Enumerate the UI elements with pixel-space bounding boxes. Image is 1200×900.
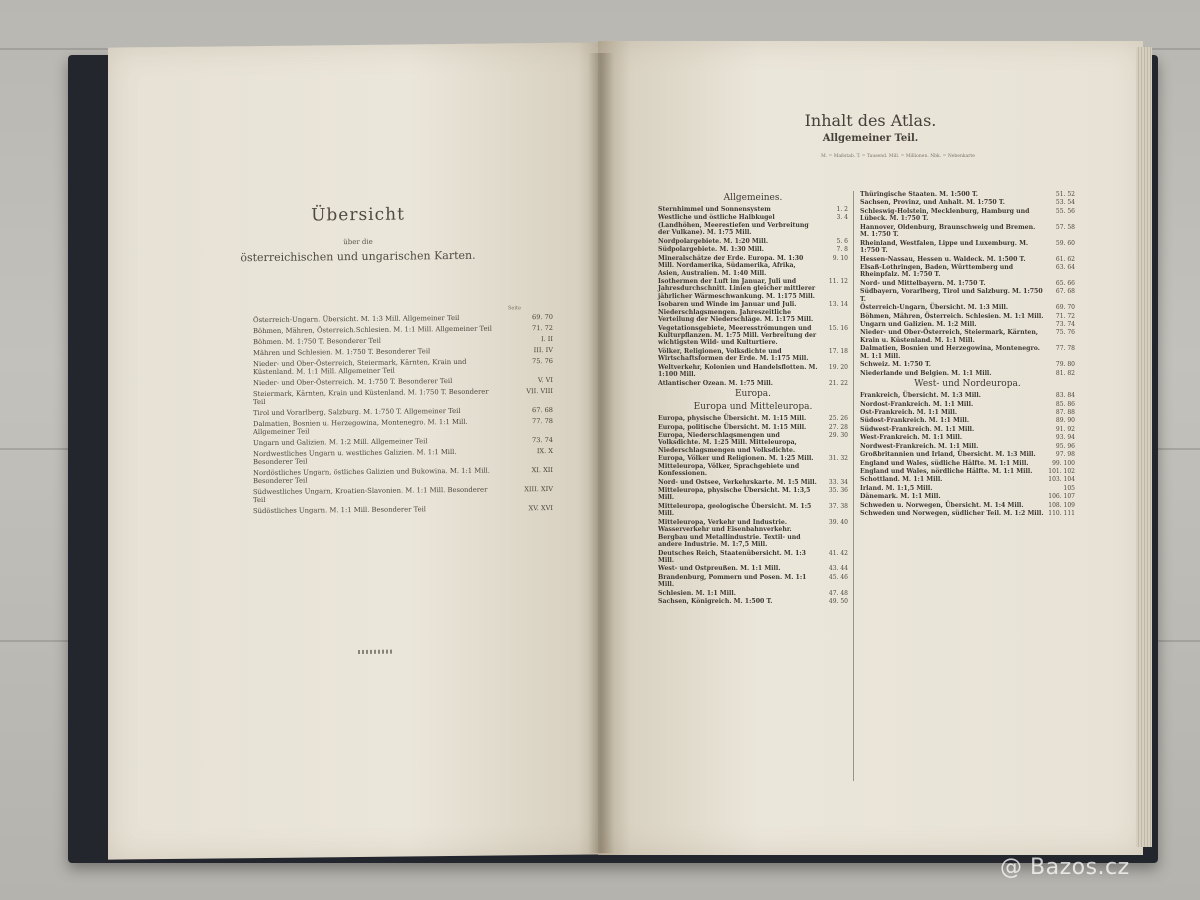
map-list-entry: [253, 324, 553, 335]
entry-pages: 11. 12: [828, 277, 848, 285]
entry-pages: 39. 40: [828, 518, 848, 526]
contents-entry: [658, 424, 848, 431]
entry-title: Ungarn und Galizien. M. 1:2 Mill.: [860, 321, 977, 328]
entry-title: Nord- und Mittelbayern. M. 1:750 T.: [860, 279, 986, 287]
entry-title: Atlantischer Ozean. M. 1:75 Mill.: [658, 379, 773, 387]
entry-pages: 87. 88: [1055, 408, 1075, 416]
entry-title: Nordost-Frankreich. M. 1:1 Mill.: [860, 400, 974, 408]
contents-entry: [658, 574, 848, 589]
entry-pages: 15. 16: [828, 324, 848, 332]
contents-entry: [658, 325, 848, 347]
entry-pages: 69. 70: [1055, 304, 1075, 312]
entry-title: Mitteleuropa, physische Übersicht. M. 1:3,5 Mill.: [658, 487, 811, 502]
entry-title: England und Wales, nördliche Hälfte. M. 1:1 Mill.: [860, 468, 1033, 475]
contents-entry: [658, 503, 848, 518]
left-page-title: Übersicht: [311, 204, 405, 226]
entry-pages: 51. 52: [1055, 191, 1075, 198]
entry-title: Europa, Niederschlagsmengen und Volksdichte. M. 1:25 Mill. Mitteleuropa, Niederschlagsmengen und Volksdichte.: [658, 431, 797, 454]
contents-entry: [658, 301, 848, 323]
entry-pages: 31. 32: [828, 455, 848, 463]
entry-title: Sachsen, Provinz, und Anhalt. M. 1:750 T.: [860, 199, 1005, 207]
entry-pages: 37. 38: [828, 502, 848, 510]
map-list-entry: [253, 436, 553, 447]
entry-title: Südwestliches Ungarn, Kroatien-Slavonien. M. 1:1 Mill. Besonderer Teil: [253, 485, 488, 505]
entry-pages: 103. 104: [1048, 476, 1075, 484]
entry-pages: 7. 8: [836, 246, 848, 254]
contents-entry: [860, 329, 1075, 344]
entry-pages: 97. 98: [1055, 451, 1075, 459]
contents-entry: [860, 240, 1075, 255]
map-list-entry: [253, 406, 553, 417]
open-atlas-book: [68, 33, 1158, 863]
entry-pages: 41. 42: [828, 549, 848, 557]
entry-pages: 13. 14: [828, 301, 848, 309]
entry-title: Schweden und Norwegen, südlicher Teil. M. 1:2 Mill.: [860, 510, 1044, 518]
entry-pages: 81. 82: [1055, 369, 1075, 377]
entry-title: Nord- und Ostsee, Verkehrskarte. M. 1:5 Mill.: [658, 478, 817, 486]
watermark: @ Bazos.cz: [1000, 855, 1130, 880]
entry-pages: 65. 66: [1055, 279, 1075, 287]
entry-title: Ungarn und Galizien. M. 1:2 Mill. Allgemeiner Teil: [253, 437, 428, 448]
ornament-divider: [358, 650, 394, 654]
section-heading: Europa.: [734, 389, 772, 400]
entry-pages: III. IV: [533, 345, 553, 355]
section-heading: West- und Nordeuropa.: [914, 379, 1021, 390]
entry-title: Böhmen. M. 1:750 T. Besonderer Teil: [253, 336, 381, 347]
contents-entry: [860, 434, 1075, 441]
contents-entry: [860, 321, 1075, 328]
map-list-entry: [253, 313, 553, 324]
entry-title: Mitteleuropa, geologische Übersicht. M. 1:5 Mill.: [658, 502, 812, 518]
contents-entry: [860, 361, 1075, 368]
right-page-subtitle: Allgemeiner Teil.: [822, 133, 919, 144]
entry-title: Südwest-Frankreich. M. 1:1 Mill.: [860, 425, 975, 433]
entry-pages: 1. 2: [836, 206, 848, 213]
entry-title: West- und Ostpreußen. M. 1:1 Mill.: [658, 565, 781, 573]
contents-entry: [658, 415, 848, 422]
left-page-subtitle: österreichischen und ungarischen Karten.: [240, 248, 476, 265]
contents-entry: [860, 191, 1075, 198]
entry-title: Thüringische Staaten. M. 1:500 T.: [860, 191, 978, 198]
entry-pages: XV. XVI: [528, 503, 553, 513]
entry-pages: 21. 22: [828, 379, 848, 387]
entry-title: Rheinland, Westfalen, Lippe und Luxemburg. M. 1:750 T.: [860, 239, 1029, 255]
entry-pages: 61. 62: [1055, 255, 1075, 263]
entry-title: Schweiz. M. 1:750 T.: [860, 361, 931, 369]
entry-title: Schweden u. Norwegen, Übersicht. M. 1:4 Mill.: [860, 501, 1024, 509]
contents-entry: [658, 255, 848, 277]
contents-entry: [860, 510, 1075, 517]
entry-pages: 43. 44: [828, 565, 848, 573]
entry-title: Europa, Völker und Religionen. M. 1:25 Mill. Mitteleuropa, Völker, Sprachgebiete und Konfessionen.: [658, 455, 814, 478]
entry-pages: 73. 74: [1055, 321, 1075, 328]
seite-label: Seite: [508, 305, 521, 312]
entry-title: Böhmen, Mähren, Österreich.Schlesien. M. 1:1 Mill. Allgemeiner Teil: [253, 324, 492, 336]
contents-entry: [658, 214, 848, 236]
entry-pages: 49. 50: [828, 598, 848, 606]
map-list-entry: [253, 466, 553, 485]
entry-title: Nordpolargebiete. M. 1:20 Mill.: [658, 237, 768, 245]
entry-title: Nieder- und Ober-Österreich, Steiermark, Kärnten, Krain u. Küstenland. M. 1:1 Mill.: [860, 329, 1039, 344]
entry-title: Südbayern, Vorarlberg, Tirol und Salzburg. M. 1:750 T.: [860, 288, 1043, 303]
contents-entry: [658, 519, 848, 549]
entry-title: Vegetationsgebiete, Meeresströmungen und Kulturpflanzen. M. 1:75 Mill. Verbreitung der wichtigsten Wild- und Kulturtiere.: [658, 324, 817, 347]
entry-pages: 47. 48: [828, 589, 848, 597]
entry-title: Westliche und östliche Halbkugel (Landhöhen, Meerestiefen und Verbreitung der Vulkane). M. 1:75 Mill.: [658, 214, 809, 237]
entry-title: Sternhimmel und Sonnensystem: [658, 206, 771, 213]
entry-pages: V. VI: [537, 375, 553, 385]
entry-pages: 67. 68: [1055, 288, 1075, 296]
contents-entry: [860, 468, 1075, 475]
entry-title: Südost-Frankreich. M. 1:1 Mill.: [860, 417, 970, 425]
contents-entry: [860, 345, 1075, 360]
entry-title: Südpolargebiete. M. 1:30 Mill.: [658, 246, 764, 254]
contents-entry: [658, 278, 848, 300]
entry-pages: 89. 90: [1055, 417, 1075, 425]
entry-pages: 17. 18: [828, 347, 848, 355]
entry-title: Dalmatien, Bosnien und Herzegowina, Montenegro. M. 1:1 Mill.: [860, 345, 1040, 360]
entry-pages: 45. 46: [828, 573, 848, 581]
entry-title: Schottland. M. 1:1 Mill.: [860, 476, 943, 484]
contents-entry: [658, 206, 848, 213]
entry-title: Europa, physische Übersicht. M. 1:15 Mill.: [658, 415, 807, 423]
entry-title: Elsaß-Lothringen, Baden, Württemberg und Rheinpfalz. M. 1:750 T.: [860, 263, 1014, 279]
entry-title: Isothermen der Luft im Januar, Juli und Jahresdurchschnitt. Linien gleicher mittlerer jährlicher Wärmeschwankung. M. 1:175 Mill.: [658, 277, 816, 300]
entry-pages: 79. 80: [1055, 361, 1075, 369]
entry-pages: 75. 76: [1055, 329, 1075, 337]
entry-pages: 19. 20: [828, 363, 848, 371]
entry-pages: 35. 36: [828, 487, 848, 494]
contents-column-right: [860, 191, 1075, 519]
map-list-entry: [253, 447, 553, 466]
entry-title: Isobaren und Winde im Januar und Juli. Niederschlagsmengen. Jahreszeitliche Verteilung der Niederschläge. M. 1:175 Mill.: [658, 301, 814, 324]
entry-pages: XIII. XIV: [524, 484, 553, 494]
left-page: [108, 42, 608, 859]
entry-title: Nieder- und Ober-Österreich, Steiermark, Kärnten, Krain und Küstenland. M. 1:1 Mill. Allgemeiner Teil: [253, 357, 467, 377]
entry-title: Steiermark, Kärnten, Krain und Küstenland. M. 1:750 T. Besonderer Teil: [253, 387, 489, 407]
contents-column-left: [658, 191, 848, 607]
entry-title: Hessen-Nassau, Hessen u. Waldeck. M. 1:500 T.: [860, 255, 1026, 263]
map-list-entry: [253, 387, 553, 406]
contents-entry: [860, 409, 1075, 416]
entry-title: Schlesien. M. 1:1 Mill.: [658, 589, 736, 597]
entry-pages: 71. 72: [1055, 312, 1075, 320]
book-gutter: [588, 53, 614, 853]
entry-pages: 83. 84: [1055, 392, 1075, 400]
entry-pages: 99. 100: [1052, 459, 1075, 467]
entry-pages: 3. 4: [836, 214, 848, 222]
map-list-entry: [253, 346, 553, 357]
map-list-entry: [253, 335, 553, 346]
entry-pages: IX. X: [536, 446, 553, 456]
abbreviation-legend: M. = Maßstab. T. = Tausend. Mill. = Millionen. Nbk. = Nebenkarte: [821, 154, 975, 159]
left-page-map-list: [253, 313, 553, 518]
entry-title: Schleswig-Holstein, Mecklenburg, Hamburg und Lübeck. M. 1:750 T.: [860, 207, 1030, 223]
entry-title: Deutsches Reich, Staatenübersicht. M. 1:3 Mill.: [658, 549, 806, 564]
entry-pages: 93. 94: [1055, 434, 1075, 442]
entry-title: Irland. M. 1:1,5 Mill.: [860, 484, 933, 492]
map-list-entry: [253, 376, 553, 387]
entry-pages: 85. 86: [1055, 400, 1075, 408]
entry-pages: 77. 78: [1055, 345, 1075, 353]
entry-title: Großbritannien und Irland, Übersicht. M. 1:3 Mill.: [860, 451, 1036, 459]
contents-entry: [860, 451, 1075, 458]
contents-entry: [658, 598, 848, 605]
right-page-title: Inhalt des Atlas.: [804, 111, 937, 130]
contents-entry: [860, 313, 1075, 320]
entry-title: West-Frankreich. M. 1:1 Mill.: [860, 434, 963, 442]
contents-entry: [860, 224, 1075, 239]
contents-entry: [658, 380, 848, 387]
entry-title: Dänemark. M. 1:1 Mill.: [860, 493, 941, 501]
entry-pages: 75. 76: [532, 356, 553, 366]
entry-pages: XI. XII: [531, 465, 553, 475]
contents-entry: [860, 288, 1075, 303]
entry-pages: 91. 92: [1055, 425, 1075, 433]
entry-pages: 55. 56: [1055, 207, 1075, 215]
right-page: [598, 41, 1143, 855]
map-list-entry: [253, 485, 553, 504]
contents-entry: [860, 256, 1075, 263]
entry-title: Nordwest-Frankreich. M. 1:1 Mill.: [860, 442, 979, 450]
contents-entry: [860, 208, 1075, 223]
entry-pages: 27. 28: [828, 423, 848, 431]
entry-pages: 101. 102: [1048, 468, 1075, 475]
entry-title: Österreich-Ungarn. Übersicht. M. 1:3 Mill. Allgemeiner Teil: [253, 313, 460, 325]
contents-entry: [860, 443, 1075, 450]
entry-title: Böhmen, Mähren, Österreich. Schlesien. M. 1:1 Mill.: [860, 312, 1044, 320]
entry-title: Tirol und Vorarlberg, Salzburg. M. 1:750 T. Allgemeiner Teil: [253, 406, 461, 418]
entry-title: Mähren und Schlesien. M. 1:750 T. Besonderer Teil: [253, 347, 431, 358]
entry-pages: I. II: [540, 334, 553, 344]
map-list-entry: [253, 417, 553, 436]
entry-pages: 33. 34: [828, 478, 848, 486]
entry-pages: 71. 72: [532, 323, 553, 333]
entry-title: Nieder- und Ober-Österreich. M. 1:750 T. Besonderer Teil: [253, 377, 453, 388]
entry-pages: 95. 96: [1055, 442, 1075, 450]
entry-pages: 69. 70: [532, 312, 553, 322]
contents-entry: [860, 485, 1075, 492]
contents-entry: [658, 550, 848, 565]
entry-title: Weltverkehr, Kolonien und Handelsflotten. M. 1:100 Mill.: [658, 363, 818, 379]
contents-entry: [860, 460, 1075, 467]
entry-title: Europa, politische Übersicht. M. 1:15 Mill.: [658, 423, 807, 431]
entry-pages: 77. 78: [532, 416, 553, 426]
entry-title: Hannover, Oldenburg, Braunschweig und Bremen. M. 1:750 T.: [860, 223, 1036, 239]
entry-pages: 110. 111: [1048, 510, 1075, 518]
entry-title: Brandenburg, Pommern und Posen. M. 1:1 Mill.: [658, 573, 807, 589]
entry-pages: 59. 60: [1055, 239, 1075, 247]
entry-pages: 53. 54: [1055, 199, 1075, 207]
entry-title: England und Wales, südliche Hälfte. M. 1:1 Mill.: [860, 459, 1029, 467]
contents-entry: [860, 493, 1075, 500]
contents-entry: [658, 455, 848, 477]
contents-entry: [860, 264, 1075, 279]
contents-entry: [860, 304, 1075, 311]
contents-entry: [860, 199, 1075, 206]
entry-pages: 73. 74: [532, 435, 553, 445]
entry-pages: VII. VIII: [526, 386, 553, 396]
contents-entry: [658, 246, 848, 253]
entry-title: Völker, Religionen, Volksdichte und Wirtschaftsformen der Erde. M. 1:175 Mill.: [658, 347, 809, 363]
entry-title: Mitteleuropa, Verkehr und Industrie. Wasserverkehr und Eisenbahnverkehr. Bergbau und Metallindustrie. Textil- und andere Industrie. M. 1:7,5 Mill.: [658, 518, 801, 549]
contents-entry: [860, 370, 1075, 377]
entry-pages: 9. 10: [832, 254, 848, 262]
contents-entry: [860, 280, 1075, 287]
contents-entry: [658, 364, 848, 379]
contents-entry: [860, 401, 1075, 408]
entry-pages: 63. 64: [1055, 263, 1075, 271]
entry-title: Nordwestliches Ungarn u. westliches Galizien. M. 1:1 Mill. Besonderer Teil: [253, 447, 457, 467]
contents-entry: [860, 476, 1075, 483]
entry-title: Frankreich, Übersicht. M. 1:3 Mill.: [860, 392, 981, 400]
contents-entry: [860, 417, 1075, 424]
contents-entry: [658, 565, 848, 572]
contents-entry: [860, 392, 1075, 399]
contents-entry: [658, 590, 848, 597]
entry-pages: 67. 68: [532, 405, 553, 415]
map-list-entry: [253, 504, 553, 515]
map-list-entry: [253, 357, 553, 376]
entry-title: Nordöstliches Ungarn, östliches Galizien und Bukowina. M. 1:1 Mill. Besonderer Teil: [253, 466, 490, 486]
contents-entry: [658, 238, 848, 245]
contents-entry: [658, 348, 848, 363]
contents-entry: [658, 479, 848, 486]
contents-entry: [860, 502, 1075, 509]
entry-title: Mineralschätze der Erde. Europa. M. 1:30 Mill. Nordamerika, Südamerika, Afrika, Asien, Australien. M. 1:40 Mill.: [658, 254, 804, 277]
entry-pages: 106. 107: [1048, 493, 1075, 501]
entry-pages: 105: [1063, 484, 1075, 492]
entry-pages: 5. 6: [836, 237, 848, 245]
column-divider: [853, 191, 854, 781]
entry-pages: 29. 30: [828, 431, 848, 439]
section-heading: Europa und Mitteleuropa.: [693, 402, 813, 413]
contents-entry: [860, 426, 1075, 433]
entry-pages: 108. 109: [1048, 501, 1075, 509]
page-edges: [1136, 47, 1152, 847]
entry-title: Sachsen, Königreich. M. 1:500 T.: [658, 598, 773, 606]
entry-title: Niederlande und Belgien. M. 1:1 Mill.: [860, 369, 992, 377]
entry-title: Dalmatien, Bosnien u. Herzegowina, Montenegro. M. 1:1 Mill. Allgemeiner Teil: [253, 417, 468, 437]
entry-title: Südöstliches Ungarn. M. 1:1 Mill. Besonderer Teil: [253, 505, 426, 516]
entry-title: Ost-Frankreich. M. 1:1 Mill.: [860, 408, 958, 416]
entry-pages: 25. 26: [828, 415, 848, 423]
contents-entry: [658, 487, 848, 502]
left-page-subtitle-small: über die: [343, 237, 373, 247]
entry-title: Österreich-Ungarn, Übersicht. M. 1:3 Mill.: [860, 304, 1009, 312]
section-heading: Allgemeines.: [723, 193, 783, 203]
contents-entry: [658, 432, 848, 454]
entry-pages: 57. 58: [1055, 223, 1075, 231]
